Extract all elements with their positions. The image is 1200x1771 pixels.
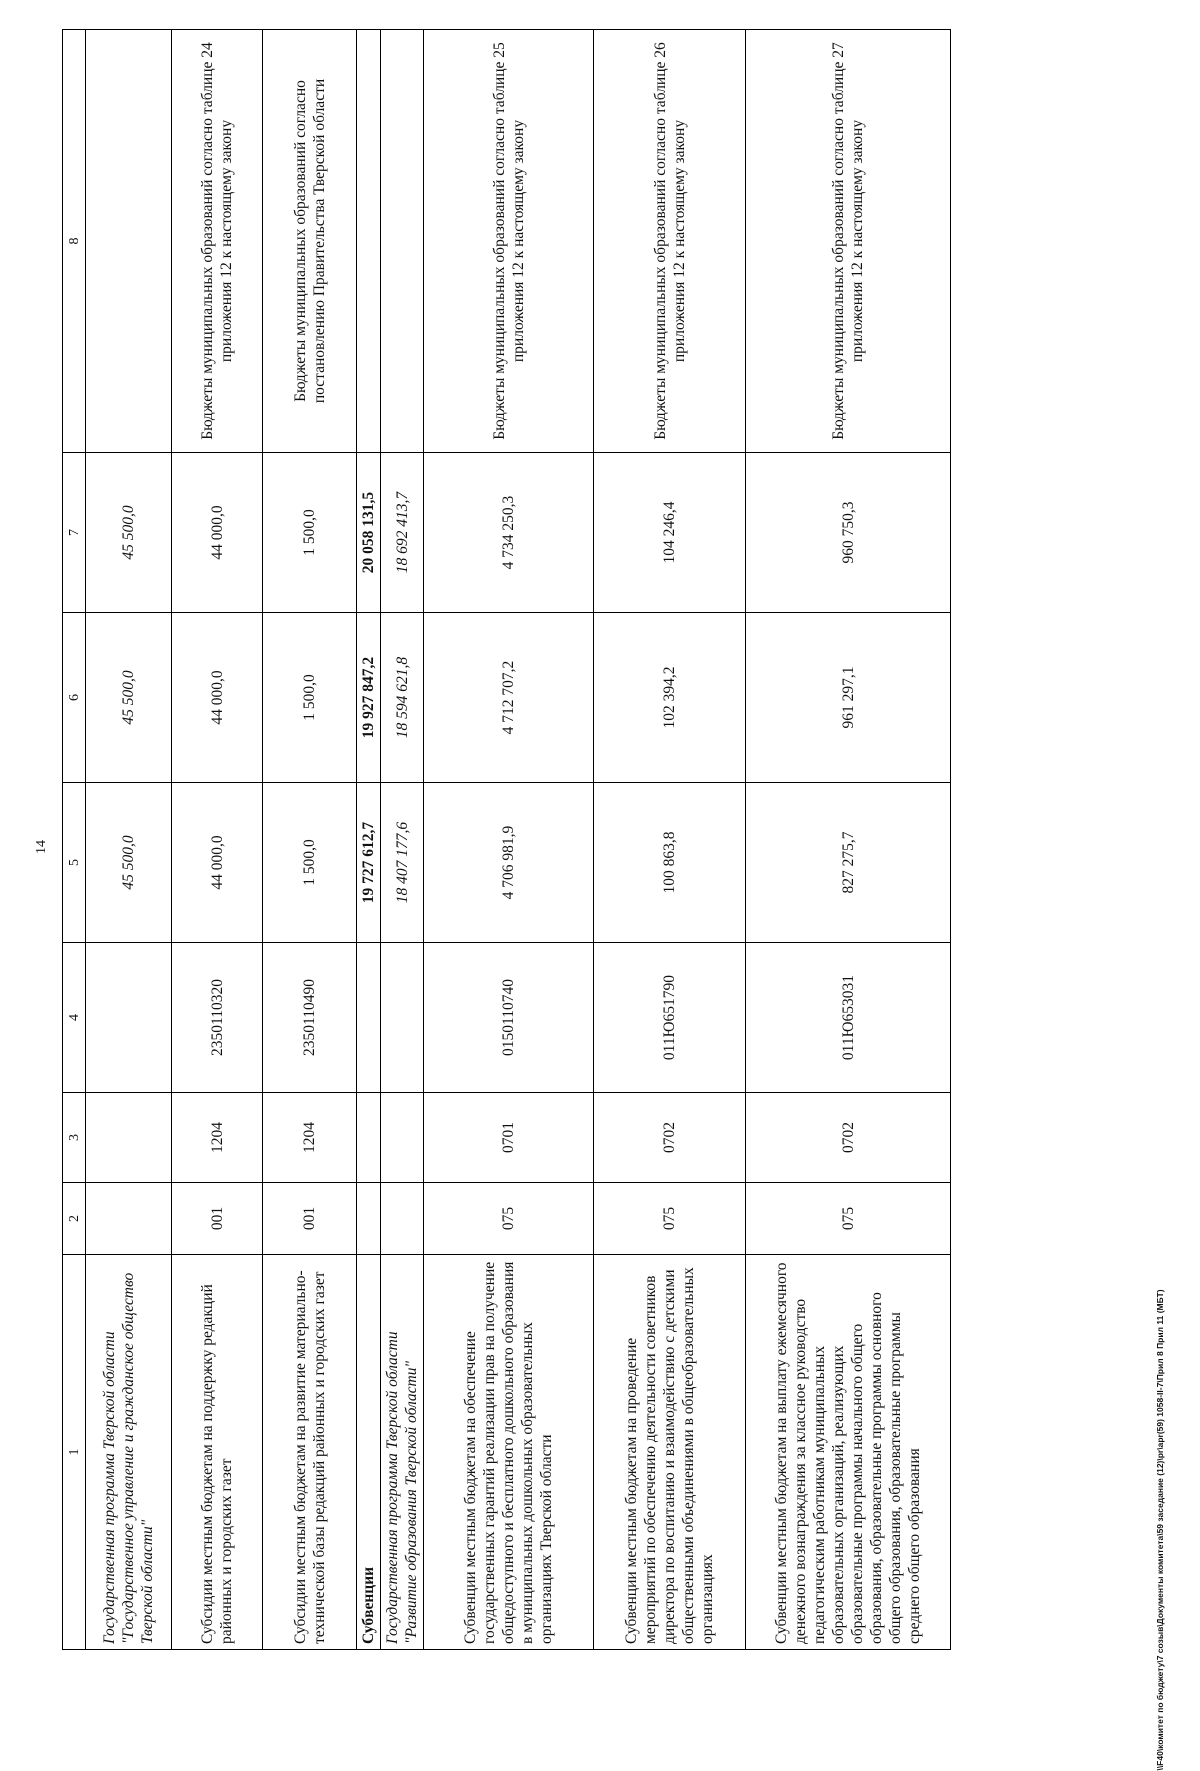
row-description: Субвенции местным бюджетам на проведение мероприятий по обеспечению деятельности советников директора по воспитанию и взаимодействию с детскими общественными объединениями в общеобразовательных организациях (594, 1255, 746, 1650)
recipient-description (381, 30, 424, 453)
ministry-code: 075 (594, 1183, 746, 1255)
target-article (381, 943, 424, 1093)
amount-year-1: 100 863,8 (594, 783, 746, 943)
amount-year-3: 1 500,0 (263, 453, 357, 613)
ministry-code: 075 (424, 1183, 594, 1255)
target-article: 011Ю653031 (746, 943, 951, 1093)
section-code: 1204 (263, 1093, 357, 1183)
section-code (86, 1093, 172, 1183)
amount-year-1: 44 000,0 (172, 783, 263, 943)
section-code: 0702 (746, 1093, 951, 1183)
ministry-code (381, 1183, 424, 1255)
recipient-description: Бюджеты муниципальных образований согласно таблице 27 приложения 12 к настоящему закону (746, 30, 951, 453)
ministry-code (357, 1183, 381, 1255)
target-article: 2350110490 (263, 943, 357, 1093)
page-number: 14 (34, 840, 49, 854)
ministry-code: 075 (746, 1183, 951, 1255)
row-description: Субвенции (357, 1255, 381, 1650)
table-row (594, 30, 746, 1650)
recipient-description: Бюджеты муниципальных образований согласно постановлению Правительства Тверской области (263, 30, 357, 453)
section-code (357, 1093, 381, 1183)
amount-year-3: 104 246,4 (594, 453, 746, 613)
table-row (424, 30, 594, 1650)
row-description: Государственная программа Тверской области "Развитие образования Тверской области" (381, 1255, 424, 1650)
recipient-description (357, 30, 381, 453)
footer-file-path: \\F40\комитет по бюджету\7 созыв\Документы комитета\59 заседание (12)\pr\apr(59) 1058-II-7\Прил 8 Прил 11 (МБТ) (1155, 1289, 1165, 1771)
col-header-6: 6 (63, 613, 86, 783)
amount-year-2: 44 000,0 (172, 613, 263, 783)
amount-year-2: 961 297,1 (746, 613, 951, 783)
target-article: 011Ю651790 (594, 943, 746, 1093)
amount-year-3: 960 750,3 (746, 453, 951, 613)
table-row (86, 30, 172, 1650)
amount-year-2: 1 500,0 (263, 613, 357, 783)
target-article (86, 943, 172, 1093)
amount-year-1: 827 275,7 (746, 783, 951, 943)
section-code: 0701 (424, 1093, 594, 1183)
amount-year-3: 20 058 131,5 (357, 453, 381, 613)
amount-year-1: 1 500,0 (263, 783, 357, 943)
col-header-1: 1 (63, 1255, 86, 1650)
amount-year-2: 18 594 621,8 (381, 613, 424, 783)
row-description: Субсидии местным бюджетам на развитие материально-технической базы редакций районных и городских газет (263, 1255, 357, 1650)
header-row (63, 30, 86, 1650)
section-code (381, 1093, 424, 1183)
amount-year-2: 19 927 847,2 (357, 613, 381, 783)
row-description: Субсидии местным бюджетам на поддержку редакций районных и городских газет (172, 1255, 263, 1650)
target-article (357, 943, 381, 1093)
amount-year-3: 44 000,0 (172, 453, 263, 613)
amount-year-1: 18 407 177,6 (381, 783, 424, 943)
row-description: Государственная программа Тверской области "Государственное управление и гражданское общество Тверской области" (86, 1255, 172, 1650)
amount-year-1: 45 500,0 (86, 783, 172, 943)
recipient-description: Бюджеты муниципальных образований согласно таблице 25 приложения 12 к настоящему закону (424, 30, 594, 453)
amount-year-3: 4 734 250,3 (424, 453, 594, 613)
amount-year-2: 102 394,2 (594, 613, 746, 783)
amount-year-1: 4 706 981,9 (424, 783, 594, 943)
target-article: 0150110740 (424, 943, 594, 1093)
amount-year-2: 45 500,0 (86, 613, 172, 783)
recipient-description: Бюджеты муниципальных образований согласно таблице 26 приложения 12 к настоящему закону (594, 30, 746, 453)
recipient-description (86, 30, 172, 453)
row-description: Субвенции местным бюджетам на выплату ежемесячного денежного вознаграждения за классное руководство педагогическим работникам муниципальных образовательных организаций, реализующих образовательные программы начального общего образования, образовательные программы основного общего образования, образовательные программы среднего общего образования (746, 1255, 951, 1650)
ministry-code (86, 1183, 172, 1255)
amount-year-1: 19 727 612,7 (357, 783, 381, 943)
recipient-description: Бюджеты муниципальных образований согласно таблице 24 приложения 12 к настоящему закону (172, 30, 263, 453)
col-header-5: 5 (63, 783, 86, 943)
target-article: 2350110320 (172, 943, 263, 1093)
table-row (263, 30, 357, 1650)
amount-year-2: 4 712 707,2 (424, 613, 594, 783)
section-code: 1204 (172, 1093, 263, 1183)
amount-year-3: 18 692 413,7 (381, 453, 424, 613)
budget-table (62, 29, 951, 1650)
col-header-2: 2 (63, 1183, 86, 1255)
row-description: Субвенции местным бюджетам на обеспечение государственных гарантий реализации прав на получение общедоступного и бесплатного дошкольного образования в муниципальных дошкольных образовательных организациях Тверской области (424, 1255, 594, 1650)
section-code: 0702 (594, 1093, 746, 1183)
amount-year-3: 45 500,0 (86, 453, 172, 613)
budget-table-rotated (62, 30, 1182, 1650)
col-header-3: 3 (63, 1093, 86, 1183)
col-header-8: 8 (63, 30, 86, 453)
ministry-code: 001 (172, 1183, 263, 1255)
col-header-7: 7 (63, 453, 86, 613)
table-row (172, 30, 263, 1650)
table-row (381, 30, 424, 1650)
table-row (357, 30, 381, 1650)
ministry-code: 001 (263, 1183, 357, 1255)
col-header-4: 4 (63, 943, 86, 1093)
table-row (746, 30, 951, 1650)
